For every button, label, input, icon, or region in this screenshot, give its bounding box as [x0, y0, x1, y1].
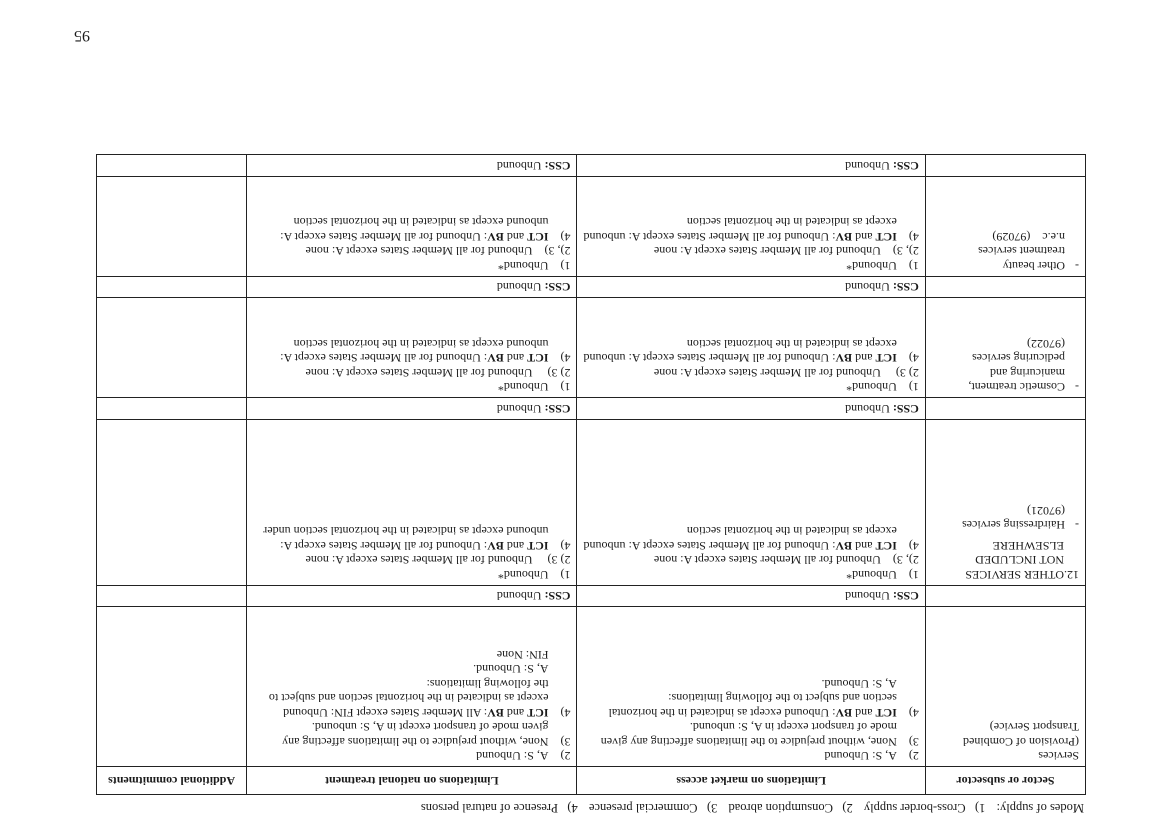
hairdressing-sector: 12. OTHER SERVICES NOT INCLUDED ELSEWHERE - Hairdressing services (97021): [925, 420, 1085, 586]
mode-2: 2) Consumption abroad: [728, 801, 853, 815]
modes-label: Modes of supply:: [996, 801, 1084, 815]
cosmetic-market-access: 1) Unbound* 2) 3) Unbound for all Member States except A: none 4) ICT and BV: Unbound for all Member States except A: unbound except as indicated in the horizontal section: [577, 298, 925, 398]
header-sector: Sector or subsector: [925, 767, 1085, 795]
transport-css-row: CSS: Unbound CSS: Unbound: [97, 586, 1086, 608]
hairdressing-national-treatment: 1) Unbound* 2) 3) Unbound for all Member States except A: none 4) ICT and BV: Unbound for all Member States except A: unbound except as indicated in the horizontal section under: [247, 420, 577, 586]
transport-row: [97, 607, 1086, 767]
beauty-national-treatment: 1) Unbound* 2), 3) Unbound for all Member States except A: none 4) ICT and BV: Unbound for all Member States except A: unbound except as indicated in the horizontal section: [247, 177, 577, 277]
beauty-row: [97, 177, 1086, 277]
mode-4: 4) Presence of natural persons: [420, 801, 578, 815]
header-market-access: Limitations on market access: [577, 767, 925, 795]
mode-3: 3) Commercial presence: [588, 801, 718, 815]
cosmetic-sector: - Cosmetic treatment, manicuring and pedicuring services (97022): [925, 298, 1085, 398]
transport-market-access: 2) A, S: Unbound 3) None, without prejudice to the limitations affecting any given mode of transport except in A, S: unbound. 4) ICT and BV: Unbound except as indicated in the horizontal section and subject to the following limitations: A, S: Unbound.: [577, 607, 925, 767]
header-national-treatment: Limitations on national treatment: [247, 767, 577, 795]
beauty-sector: - Other beauty treatment services n.e.c (97029): [925, 177, 1085, 277]
beauty-market-access: 1) Unbound* 2), 3) Unbound for all Member States except A: none 4) ICT and BV: Unbound for all Member States except A: unbound except as indicated in the horizontal section: [577, 177, 925, 277]
commitments-table: [96, 155, 1086, 796]
transport-national-treatment: 2) A, S: Unbound 3) None, without prejudice to the limitations affecting any given mode of transport except in A, S: unbound. 4) ICT and BV: All Member States except FIN: Unbound except as indicated in the horizontal section and subject to the following limitations: A, S: Unbound. FIN: None: [247, 607, 577, 767]
header-row: [97, 767, 1086, 795]
beauty-css-row: CSS: Unbound CSS: Unbound: [97, 155, 1086, 177]
cosmetic-css-row: CSS: Unbound CSS: Unbound: [97, 277, 1086, 299]
transport-additional: [97, 607, 247, 767]
header-additional: Additional commitments: [97, 767, 247, 795]
cosmetic-national-treatment: 1) Unbound* 2) 3) Unbound for all Member States except A: none 4) ICT and BV: Unbound for all Member States except A: unbound except as indicated in the horizontal section: [247, 298, 577, 398]
hairdressing-row: [97, 420, 1086, 586]
cosmetic-row: [97, 298, 1086, 398]
modes-of-supply: [413, 800, 1084, 815]
page-number: 95: [74, 27, 90, 44]
hairdressing-market-access: 1) Unbound* 2), 3) Unbound for all Member States except A: none 4) ICT and BV: Unbound for all Member States except A: unbound except as indicated in the horizontal section: [577, 420, 925, 586]
transport-sector: Services (Provision of Combined Transport Service): [925, 607, 1085, 767]
hairdressing-css-row: CSS: Unbound CSS: Unbound: [97, 398, 1086, 420]
mode-1: 1) Cross-border supply: [863, 801, 986, 815]
